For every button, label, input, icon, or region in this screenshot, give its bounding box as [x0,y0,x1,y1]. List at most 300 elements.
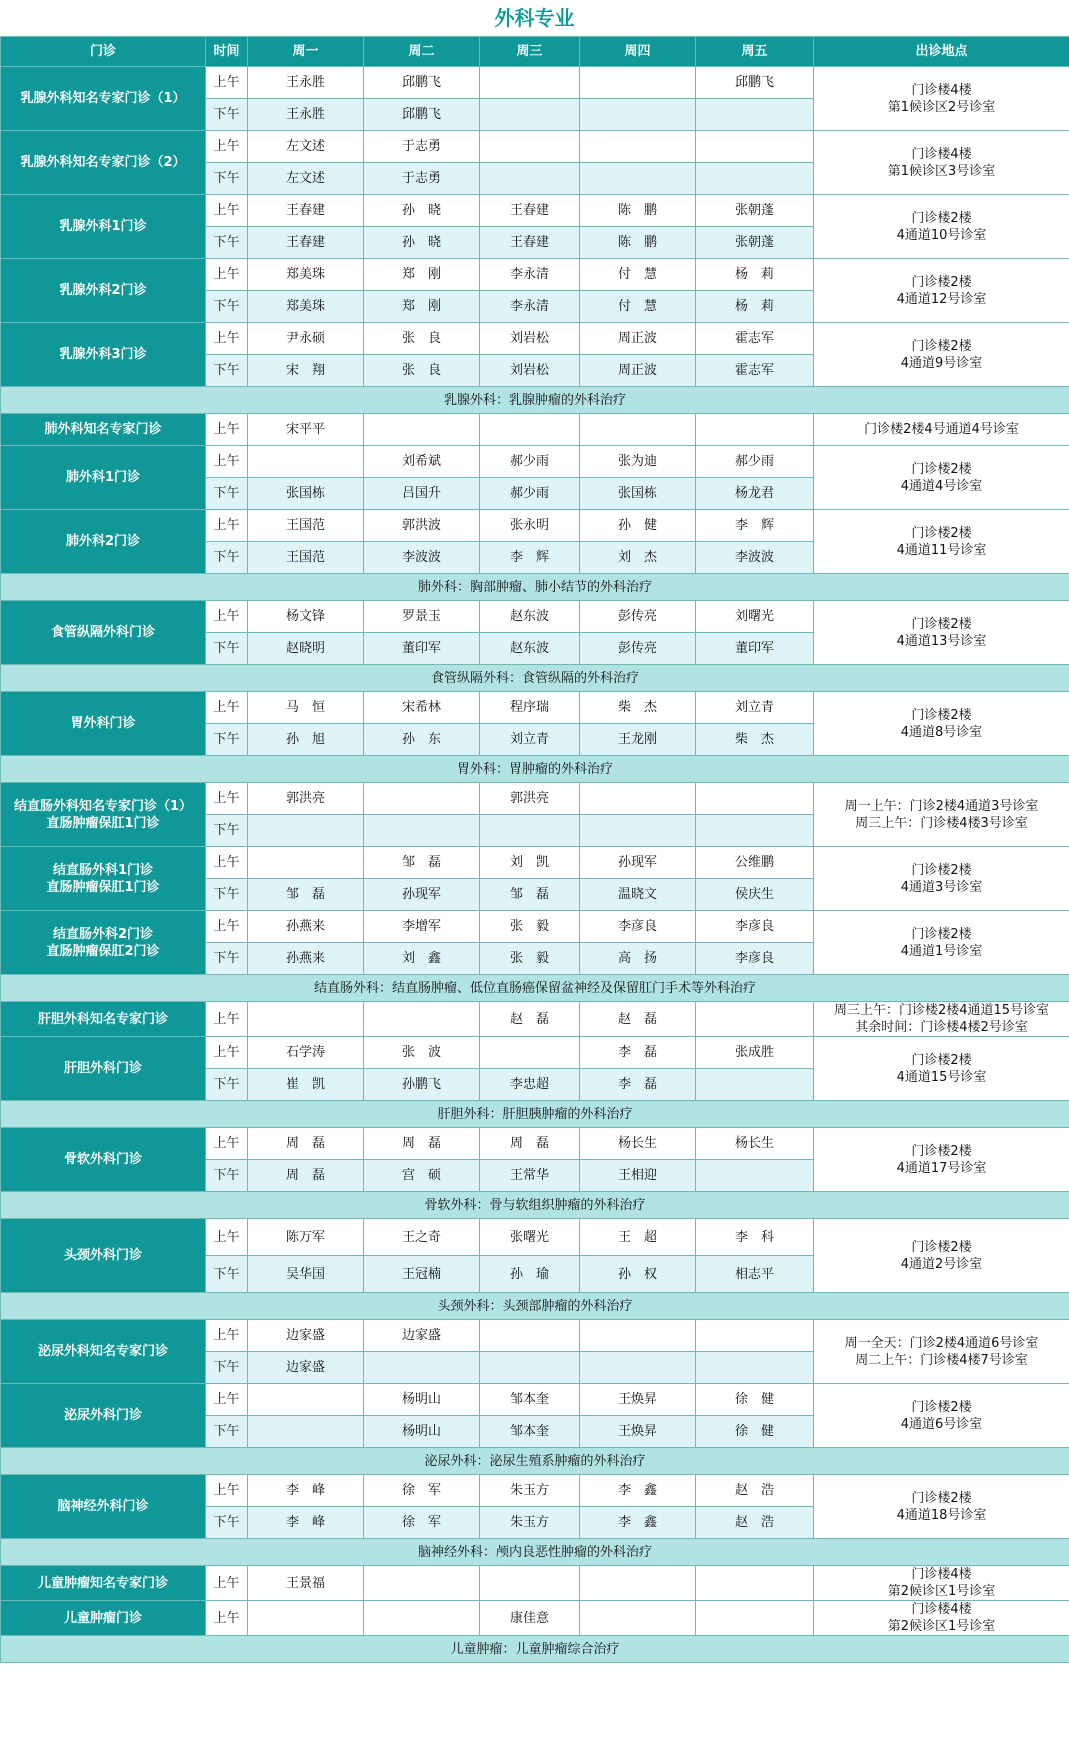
doctor-cell: 邱鹏飞 [364,67,480,99]
clinic-location: 周三上午：门诊楼2楼4通道15号诊室 其余时间：门诊楼4楼2号诊室 [814,1002,1069,1037]
doctor-cell: 郝少雨 [480,478,580,510]
time-slot: 上午 [206,67,248,99]
doctor-cell: 孙 旭 [248,724,364,756]
doctor-cell [248,847,364,879]
doctor-cell [580,99,696,131]
department-note-row [1,1539,1069,1566]
doctor-cell [580,1352,696,1384]
time-slot: 上午 [206,1475,248,1507]
table-row [1,1566,1069,1601]
clinic-location: 门诊楼4楼 第2候诊区1号诊室 [814,1601,1069,1636]
doctor-cell: 孙 瑜 [480,1256,580,1293]
department-note-row [1,665,1069,692]
doctor-cell: 宫 硕 [364,1160,480,1192]
doctor-cell: 李彦良 [696,911,814,943]
time-slot: 下午 [206,542,248,574]
time-slot: 上午 [206,847,248,879]
doctor-cell: 王春建 [248,195,364,227]
doctor-cell: 宋平平 [248,414,364,446]
doctor-cell: 柴 杰 [580,692,696,724]
doctor-cell: 边家盛 [248,1352,364,1384]
time-slot: 下午 [206,633,248,665]
header-clinic: 门诊 [1,37,206,67]
department-note-row [1,1448,1069,1475]
doctor-cell: 赵东波 [480,633,580,665]
header-mon: 周一 [248,37,364,67]
doctor-cell: 左文述 [248,163,364,195]
doctor-cell: 郝少雨 [480,446,580,478]
time-slot: 下午 [206,478,248,510]
doctor-cell [580,1566,696,1601]
doctor-cell [480,99,580,131]
doctor-cell: 王永胜 [248,99,364,131]
doctor-cell: 周正波 [580,355,696,387]
doctor-cell: 李波波 [364,542,480,574]
doctor-cell [364,1601,480,1636]
doctor-cell: 李彦良 [580,911,696,943]
clinic-location: 门诊楼2楼4号通道4号诊室 [814,414,1069,446]
clinic-location: 门诊楼2楼 4通道18号诊室 [814,1475,1069,1539]
doctor-cell: 徐 军 [364,1507,480,1539]
doctor-cell: 尹永硕 [248,323,364,355]
doctor-cell: 王春建 [480,195,580,227]
clinic-location: 门诊楼2楼 4通道12号诊室 [814,259,1069,323]
doctor-cell [364,1352,480,1384]
doctor-cell: 邹 磊 [364,847,480,879]
department-note: 肝胆外科：肝胆胰肿瘤的外科治疗 [1,1101,1069,1128]
department-note: 脑神经外科：颅内良恶性肿瘤的外科治疗 [1,1539,1069,1566]
time-slot: 下午 [206,879,248,911]
header-row [1,37,1069,67]
header-wed: 周三 [480,37,580,67]
clinic-location: 门诊楼4楼 第1候诊区2号诊室 [814,67,1069,131]
doctor-cell [696,815,814,847]
doctor-cell: 张 毅 [480,911,580,943]
doctor-cell: 李 鑫 [580,1475,696,1507]
clinic-name: 结直肠外科2门诊 直肠肿瘤保肛2门诊 [1,911,206,975]
doctor-cell: 彭传亮 [580,601,696,633]
time-slot: 上午 [206,1384,248,1416]
doctor-cell: 杨长生 [580,1128,696,1160]
doctor-cell: 王相迎 [580,1160,696,1192]
schedule-table [0,36,1069,1663]
doctor-cell [480,1566,580,1601]
doctor-cell: 周 磊 [364,1128,480,1160]
doctor-cell: 石学涛 [248,1037,364,1069]
table-row [1,783,1069,815]
doctor-cell: 刘立青 [696,692,814,724]
doctor-cell: 郑美珠 [248,291,364,323]
doctor-cell: 付 慧 [580,259,696,291]
time-slot: 上午 [206,195,248,227]
table-row [1,259,1069,291]
doctor-cell [696,99,814,131]
doctor-cell: 罗景玉 [364,601,480,633]
doctor-cell: 王景福 [248,1566,364,1601]
doctor-cell: 郭洪波 [364,510,480,542]
doctor-cell [696,1566,814,1601]
department-note: 泌尿外科：泌尿生殖系肿瘤的外科治疗 [1,1448,1069,1475]
header-thu: 周四 [580,37,696,67]
department-note-row [1,1101,1069,1128]
doctor-cell: 侯庆生 [696,879,814,911]
time-slot: 上午 [206,414,248,446]
table-row [1,692,1069,724]
department-note: 儿童肿瘤：儿童肿瘤综合治疗 [1,1636,1069,1663]
header-time: 时间 [206,37,248,67]
doctor-cell [248,446,364,478]
doctor-cell: 王永胜 [248,67,364,99]
doctor-cell: 孙现军 [364,879,480,911]
time-slot: 下午 [206,1507,248,1539]
doctor-cell: 陈万军 [248,1219,364,1256]
doctor-cell: 于志勇 [364,131,480,163]
clinic-location: 门诊楼2楼 4通道17号诊室 [814,1128,1069,1192]
doctor-cell [696,1352,814,1384]
clinic-location: 门诊楼2楼 4通道2号诊室 [814,1219,1069,1293]
time-slot: 下午 [206,1069,248,1101]
doctor-cell: 李 辉 [480,542,580,574]
doctor-cell: 温晓文 [580,879,696,911]
doctor-cell: 刘岩松 [480,355,580,387]
doctor-cell: 吴华国 [248,1256,364,1293]
doctor-cell: 张 毅 [480,943,580,975]
table-row [1,1219,1069,1256]
doctor-cell: 张国栋 [580,478,696,510]
table-row [1,911,1069,943]
doctor-cell [696,163,814,195]
time-slot: 上午 [206,911,248,943]
clinic-location: 门诊楼2楼 4通道11号诊室 [814,510,1069,574]
doctor-cell: 王春建 [480,227,580,259]
time-slot: 上午 [206,1128,248,1160]
clinic-name: 结直肠外科1门诊 直肠肿瘤保肛1门诊 [1,847,206,911]
time-slot: 上午 [206,783,248,815]
doctor-cell: 王焕昇 [580,1416,696,1448]
doctor-cell: 李 辉 [696,510,814,542]
table-row [1,1384,1069,1416]
clinic-location: 门诊楼2楼 4通道8号诊室 [814,692,1069,756]
department-note-row [1,756,1069,783]
doctor-cell: 孙燕来 [248,911,364,943]
clinic-name: 肝胆外科知名专家门诊 [1,1002,206,1037]
time-slot: 下午 [206,163,248,195]
doctor-cell: 王春建 [248,227,364,259]
doctor-cell: 杨 莉 [696,291,814,323]
header-fri: 周五 [696,37,814,67]
doctor-cell: 赵 浩 [696,1475,814,1507]
time-slot: 下午 [206,1256,248,1293]
time-slot: 上午 [206,323,248,355]
doctor-cell [696,1160,814,1192]
doctor-cell: 周 磊 [248,1128,364,1160]
time-slot: 下午 [206,1352,248,1384]
doctor-cell: 张朝蓬 [696,195,814,227]
doctor-cell: 王冠楠 [364,1256,480,1293]
time-slot: 下午 [206,99,248,131]
clinic-name: 骨软外科门诊 [1,1128,206,1192]
doctor-cell: 周正波 [580,323,696,355]
doctor-cell: 李永清 [480,259,580,291]
doctor-cell: 李波波 [696,542,814,574]
doctor-cell: 李 鑫 [580,1507,696,1539]
doctor-cell [248,1416,364,1448]
doctor-cell [364,1566,480,1601]
doctor-cell: 朱玉方 [480,1507,580,1539]
doctor-cell: 刘 杰 [580,542,696,574]
clinic-location: 门诊楼4楼 第1候诊区3号诊室 [814,131,1069,195]
doctor-cell: 徐 军 [364,1475,480,1507]
schedule-body [1,67,1069,1663]
doctor-cell: 于志勇 [364,163,480,195]
doctor-cell: 霍志军 [696,355,814,387]
department-note-row [1,387,1069,414]
doctor-cell [480,815,580,847]
doctor-cell [696,131,814,163]
doctor-cell: 徐 健 [696,1416,814,1448]
clinic-name: 胃外科门诊 [1,692,206,756]
clinic-name: 脑神经外科门诊 [1,1475,206,1539]
doctor-cell: 刘岩松 [480,323,580,355]
doctor-cell: 刘 鑫 [364,943,480,975]
doctor-cell: 刘希斌 [364,446,480,478]
clinic-location: 门诊楼2楼 4通道3号诊室 [814,847,1069,911]
clinic-name: 肺外科2门诊 [1,510,206,574]
doctor-cell: 孙燕来 [248,943,364,975]
doctor-cell: 李永清 [480,291,580,323]
doctor-cell: 李 科 [696,1219,814,1256]
time-slot: 上午 [206,1566,248,1601]
doctor-cell: 赵 磊 [580,1002,696,1037]
doctor-cell [696,783,814,815]
doctor-cell: 程序瑞 [480,692,580,724]
table-row [1,195,1069,227]
time-slot: 下午 [206,815,248,847]
time-slot: 上午 [206,131,248,163]
doctor-cell [480,1320,580,1352]
department-note-row [1,1293,1069,1320]
doctor-cell: 李增军 [364,911,480,943]
doctor-cell: 周 磊 [480,1128,580,1160]
doctor-cell: 孙 健 [580,510,696,542]
time-slot: 上午 [206,692,248,724]
doctor-cell: 郑美珠 [248,259,364,291]
time-slot: 下午 [206,227,248,259]
table-row [1,323,1069,355]
doctor-cell: 崔 凯 [248,1069,364,1101]
time-slot: 上午 [206,601,248,633]
clinic-name: 结直肠外科知名专家门诊（1） 直肠肿瘤保肛1门诊 [1,783,206,847]
doctor-cell: 张永明 [480,510,580,542]
doctor-cell: 李彦良 [696,943,814,975]
doctor-cell: 相志平 [696,1256,814,1293]
time-slot: 下午 [206,1160,248,1192]
doctor-cell [696,1320,814,1352]
doctor-cell: 王 超 [580,1219,696,1256]
time-slot: 上午 [206,1219,248,1256]
doctor-cell: 张国栋 [248,478,364,510]
doctor-cell: 赵晓明 [248,633,364,665]
doctor-cell [580,163,696,195]
doctor-cell [248,815,364,847]
doctor-cell: 刘立青 [480,724,580,756]
time-slot: 上午 [206,1601,248,1636]
doctor-cell: 王之奇 [364,1219,480,1256]
clinic-name: 儿童肿瘤门诊 [1,1601,206,1636]
doctor-cell [580,1601,696,1636]
doctor-cell: 高 扬 [580,943,696,975]
table-row [1,1320,1069,1352]
doctor-cell: 霍志军 [696,323,814,355]
clinic-name: 乳腺外科2门诊 [1,259,206,323]
doctor-cell: 邹 磊 [248,879,364,911]
table-row [1,1128,1069,1160]
doctor-cell: 李 磊 [580,1037,696,1069]
doctor-cell: 张 良 [364,323,480,355]
doctor-cell: 刘 凯 [480,847,580,879]
doctor-cell: 彭传亮 [580,633,696,665]
doctor-cell: 吕国升 [364,478,480,510]
time-slot: 下午 [206,1416,248,1448]
doctor-cell [580,67,696,99]
doctor-cell: 陈 鹏 [580,195,696,227]
table-row [1,67,1069,99]
doctor-cell: 王常华 [480,1160,580,1192]
department-note-row [1,574,1069,601]
table-row [1,1601,1069,1636]
doctor-cell: 孙鹏飞 [364,1069,480,1101]
doctor-cell [248,1384,364,1416]
time-slot: 上午 [206,446,248,478]
clinic-name: 肺外科知名专家门诊 [1,414,206,446]
table-row [1,510,1069,542]
doctor-cell [696,1069,814,1101]
doctor-cell: 张成胜 [696,1037,814,1069]
doctor-cell [480,131,580,163]
doctor-cell: 赵东波 [480,601,580,633]
department-note: 肺外科：胸部肿瘤、肺小结节的外科治疗 [1,574,1069,601]
page-title: 外科专业 [494,6,575,30]
doctor-cell: 杨明山 [364,1384,480,1416]
doctor-cell [480,163,580,195]
time-slot: 上午 [206,510,248,542]
doctor-cell: 孙 东 [364,724,480,756]
doctor-cell: 郭洪亮 [480,783,580,815]
time-slot: 上午 [206,259,248,291]
doctor-cell: 邹本奎 [480,1384,580,1416]
clinic-name: 泌尿外科门诊 [1,1384,206,1448]
clinic-name: 乳腺外科知名专家门诊（2） [1,131,206,195]
doctor-cell: 陈 鹏 [580,227,696,259]
doctor-cell [248,1002,364,1037]
table-row [1,847,1069,879]
clinic-name: 儿童肿瘤知名专家门诊 [1,1566,206,1601]
doctor-cell [696,1601,814,1636]
table-row [1,414,1069,446]
department-note: 胃外科：胃肿瘤的外科治疗 [1,756,1069,783]
department-note-row [1,975,1069,1002]
header-tue: 周二 [364,37,480,67]
doctor-cell: 杨 莉 [696,259,814,291]
clinic-location: 门诊楼2楼 4通道9号诊室 [814,323,1069,387]
doctor-cell: 柴 杰 [696,724,814,756]
clinic-name: 泌尿外科知名专家门诊 [1,1320,206,1384]
doctor-cell: 王龙刚 [580,724,696,756]
doctor-cell [480,1352,580,1384]
doctor-cell [480,1037,580,1069]
doctor-cell: 王国范 [248,542,364,574]
clinic-name: 头颈外科门诊 [1,1219,206,1293]
department-note-row [1,1636,1069,1663]
doctor-cell: 杨明山 [364,1416,480,1448]
doctor-cell: 邹本奎 [480,1416,580,1448]
doctor-cell: 边家盛 [248,1320,364,1352]
clinic-name: 乳腺外科3门诊 [1,323,206,387]
time-slot: 上午 [206,1002,248,1037]
doctor-cell: 公维鹏 [696,847,814,879]
time-slot: 下午 [206,724,248,756]
doctor-cell [364,414,480,446]
doctor-cell: 边家盛 [364,1320,480,1352]
doctor-cell: 张为迪 [580,446,696,478]
clinic-location: 门诊楼4楼 第2候诊区1号诊室 [814,1566,1069,1601]
time-slot: 下午 [206,355,248,387]
doctor-cell: 李 磊 [580,1069,696,1101]
doctor-cell [480,414,580,446]
clinic-name: 肝胆外科门诊 [1,1037,206,1101]
doctor-cell: 刘曙光 [696,601,814,633]
doctor-cell: 郑 刚 [364,259,480,291]
doctor-cell: 董印军 [696,633,814,665]
doctor-cell: 左文述 [248,131,364,163]
doctor-cell: 孙 晓 [364,195,480,227]
time-slot: 上午 [206,1037,248,1069]
doctor-cell: 康佳意 [480,1601,580,1636]
doctor-cell: 朱玉方 [480,1475,580,1507]
table-row [1,601,1069,633]
clinic-location: 门诊楼2楼 4通道4号诊室 [814,446,1069,510]
department-note: 食管纵隔外科：食管纵隔的外科治疗 [1,665,1069,692]
doctor-cell [580,815,696,847]
doctor-cell: 孙 权 [580,1256,696,1293]
doctor-cell: 李 峰 [248,1507,364,1539]
doctor-cell [696,414,814,446]
table-row [1,1037,1069,1069]
doctor-cell: 邱鹏飞 [696,67,814,99]
doctor-cell: 张朝蓬 [696,227,814,259]
time-slot: 下午 [206,291,248,323]
clinic-location: 门诊楼2楼 4通道15号诊室 [814,1037,1069,1101]
doctor-cell: 周 磊 [248,1160,364,1192]
clinic-location: 门诊楼2楼 4通道6号诊室 [814,1384,1069,1448]
doctor-cell: 邱鹏飞 [364,99,480,131]
doctor-cell [580,414,696,446]
doctor-cell [364,783,480,815]
doctor-cell: 杨文锋 [248,601,364,633]
department-note: 乳腺外科：乳腺肿瘤的外科治疗 [1,387,1069,414]
doctor-cell: 杨长生 [696,1128,814,1160]
doctor-cell [248,1601,364,1636]
clinic-location: 门诊楼2楼 4通道10号诊室 [814,195,1069,259]
table-row [1,1475,1069,1507]
doctor-cell: 郑 刚 [364,291,480,323]
clinic-name: 乳腺外科知名专家门诊（1） [1,67,206,131]
time-slot: 上午 [206,1320,248,1352]
doctor-cell: 付 慧 [580,291,696,323]
doctor-cell: 李 峰 [248,1475,364,1507]
clinic-name: 食管纵隔外科门诊 [1,601,206,665]
doctor-cell: 杨龙君 [696,478,814,510]
